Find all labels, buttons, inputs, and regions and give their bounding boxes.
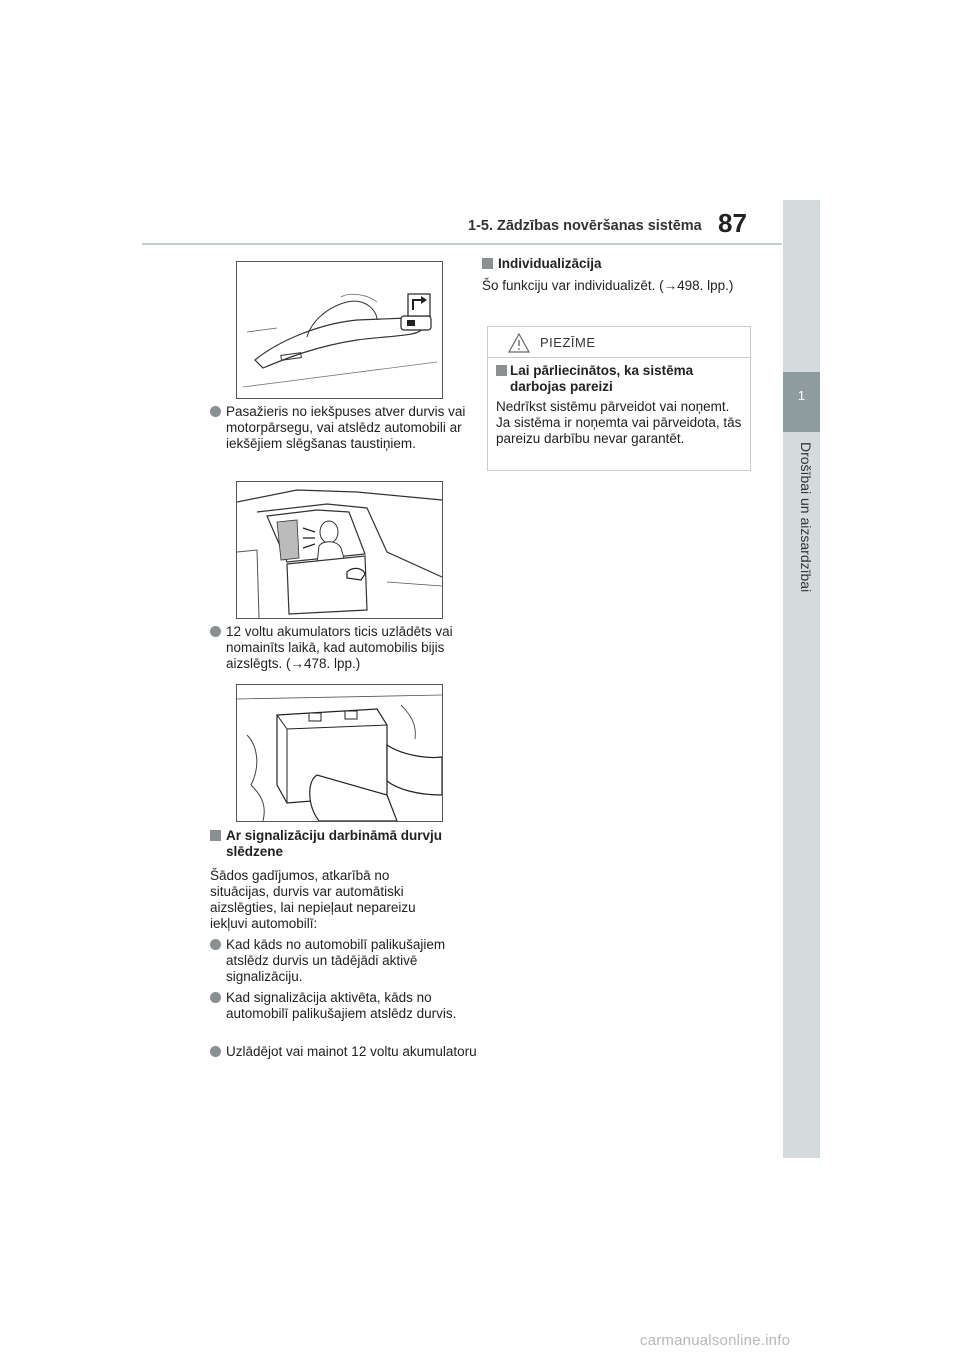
chapter-number: 1 bbox=[797, 388, 806, 403]
square-bullet-icon bbox=[496, 365, 507, 376]
page-number: 87 bbox=[718, 208, 747, 238]
bullet-icon bbox=[210, 992, 221, 1003]
note-box bbox=[487, 326, 751, 471]
section-heading-door-lock: Ar signalizāciju darbināmā durvju slēdzene bbox=[210, 828, 484, 860]
bullet-icon bbox=[210, 626, 221, 637]
car-interior-drawing bbox=[237, 482, 442, 618]
door-lock-intro: Šādos gadījumos, atkarībā no situācijas, durvis var automātiski aizslēgties, lai nepieļaut nepareizu iekļuvi automobilī: bbox=[210, 868, 416, 931]
note-body: Nedrīkst sistēmu pārveidot vai noņemt. Ja sistēma ir noņemta vai pārveidota, tās pareizu darbību nevar garantēt. bbox=[496, 399, 742, 446]
car-interior-illustration bbox=[236, 481, 443, 619]
note-heading: Lai pārliecinātos, ka sistēma darbojas pareizi bbox=[496, 363, 750, 395]
list-item: 12 voltu akumulators ticis uzlādēts vai nomainīts laikā, kad automobilis bijis aizslēgts. (→478. lpp.) bbox=[210, 624, 484, 672]
warning-icon bbox=[508, 333, 530, 353]
battery-illustration bbox=[236, 684, 443, 822]
square-bullet-icon bbox=[210, 830, 221, 841]
note-label: PIEZĪME bbox=[540, 335, 596, 350]
list-item: Kad signalizācija aktivēta, kāds no automobilī palikušajiem atslēdz durvis. bbox=[210, 990, 484, 1022]
note-header bbox=[488, 327, 750, 358]
section-title: 1-5. Zādzības novēršanas sistēma bbox=[468, 218, 702, 234]
list-item: Pasažieris no iekšpuses atver durvis vai motorpārsegu, vai atslēdz automobili ar iekšējiem slēgšanas taustiņiem. bbox=[210, 404, 484, 452]
chapter-title: Drošībai un aizsardzībai bbox=[798, 442, 814, 593]
bullet-icon bbox=[210, 1046, 221, 1057]
customization-body: Šo funkciju var individualizēt. (→498. lpp.) bbox=[482, 278, 734, 293]
bullet-icon bbox=[210, 406, 221, 417]
side-tab-bar bbox=[783, 200, 820, 1158]
square-bullet-icon bbox=[482, 258, 493, 269]
door-handle-illustration bbox=[236, 261, 443, 399]
bullet-icon bbox=[210, 939, 221, 950]
list-item: Kad kāds no automobilī palikušajiem atslēdz durvis un tādējādi aktivē signalizāciju. bbox=[210, 937, 484, 985]
battery-drawing bbox=[237, 685, 442, 821]
header-divider bbox=[142, 243, 782, 245]
list-item: Uzlādējot vai mainot 12 voltu akumulatoru bbox=[210, 1044, 484, 1060]
section-heading-customization: Individualizācija bbox=[482, 256, 756, 272]
watermark: carmanualsonline.info bbox=[640, 1332, 791, 1349]
door-handle-drawing bbox=[237, 262, 442, 398]
